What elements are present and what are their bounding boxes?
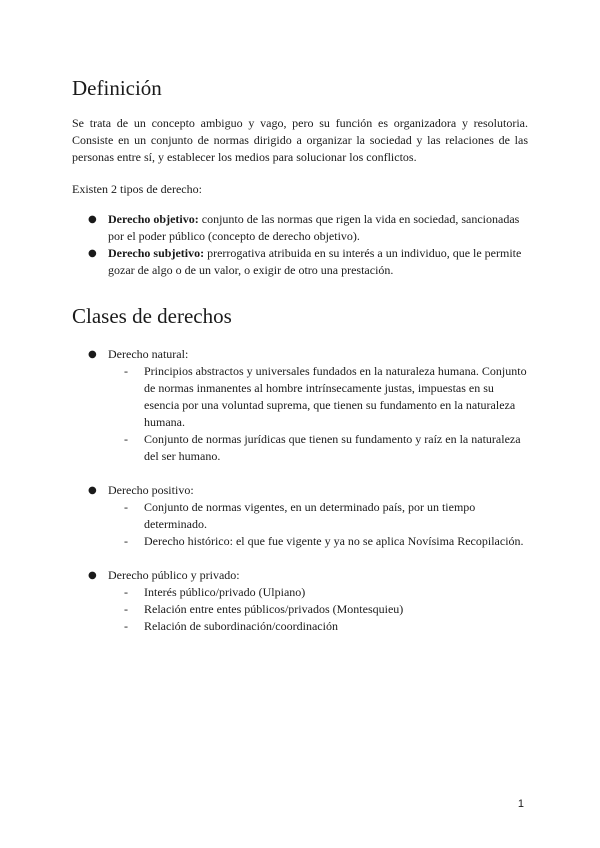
clases-list [72, 346, 528, 635]
subitem [108, 431, 528, 465]
bullet-icon: ● [88, 485, 97, 496]
bullet-icon: ● [88, 570, 97, 581]
bullet-icon: ● [88, 248, 97, 259]
tipo-item-subjetivo [72, 245, 528, 279]
dash-icon: - [124, 432, 128, 446]
dash-icon: - [124, 602, 128, 616]
clase-subitems [108, 363, 528, 465]
subitem [108, 618, 528, 635]
clase-label: Derecho natural: [108, 347, 189, 361]
dash-icon: - [124, 500, 128, 514]
subitem-text: Conjunto de normas jurídicas que tienen su fundamento y raíz en la naturaleza del ser humano. [144, 432, 521, 463]
dash-icon: - [124, 364, 128, 378]
subitem [108, 533, 528, 550]
subitem-text: Derecho histórico: el que fue vigente y ya no se aplica Novísima Recopilación. [144, 534, 524, 548]
tipo-text: prerrogativa atribuida en su interés a un individuo, que le permite gozar de algo o de un valor, o exigir de otro una prestación. [108, 246, 522, 277]
clase-item-natural [72, 346, 528, 482]
subitem-text: Relación de subordinación/coordinación [144, 619, 338, 633]
intro-paragraph: Se trata de un concepto ambiguo y vago, pero su función es organizadora y resolutoria. Consiste en un conjunto de normas dirigido a organizar la sociedad y las relaciones de las personas entre sí, y establecer los medios para solucionar los conflictos. [72, 116, 528, 164]
subitem-text: Principios abstractos y universales fundados en la naturaleza humana. Conjunto de normas inmanentes al hombre intrínsecamente justas, impuestas en su esencia por una voluntad suprema, que tienen su fundamento en la naturaleza humana. [144, 364, 527, 429]
dash-icon: - [124, 619, 128, 633]
bullet-icon: ● [88, 349, 97, 360]
dash-icon: - [124, 534, 128, 548]
subitem-text: Interés público/privado (Ulpiano) [144, 585, 306, 599]
subitem [108, 601, 528, 618]
subitem [108, 499, 528, 533]
tipo-text: conjunto de las normas que rigen la vida en sociedad, sancionadas por el poder público (concepto de derecho objetivo). [108, 212, 520, 243]
subitem [108, 363, 528, 431]
bullet-icon: ● [88, 214, 97, 225]
clase-label: Derecho público y privado: [108, 568, 240, 582]
tipos-intro: Existen 2 tipos de derecho: [72, 182, 202, 196]
tipo-term: Derecho subjetivo: [108, 246, 205, 260]
heading-definicion: Definición [72, 76, 162, 100]
clase-subitems [108, 584, 528, 635]
subitem-text: Relación entre entes públicos/privados (Montesquieu) [144, 602, 404, 616]
clase-item-positivo [72, 482, 528, 567]
clase-item-publico-privado [72, 567, 528, 635]
tipos-list [72, 211, 528, 279]
heading-clases: Clases de derechos [72, 304, 232, 328]
page-number: 1 [517, 798, 524, 810]
tipo-term: Derecho objetivo: [108, 212, 199, 226]
subitem [108, 584, 528, 601]
clase-label: Derecho positivo: [108, 483, 194, 497]
clase-subitems [108, 499, 528, 550]
subitem-text: Conjunto de normas vigentes, en un determinado país, por un tiempo determinado. [144, 500, 476, 531]
tipo-item-objetivo [72, 211, 528, 245]
dash-icon: - [124, 585, 128, 599]
